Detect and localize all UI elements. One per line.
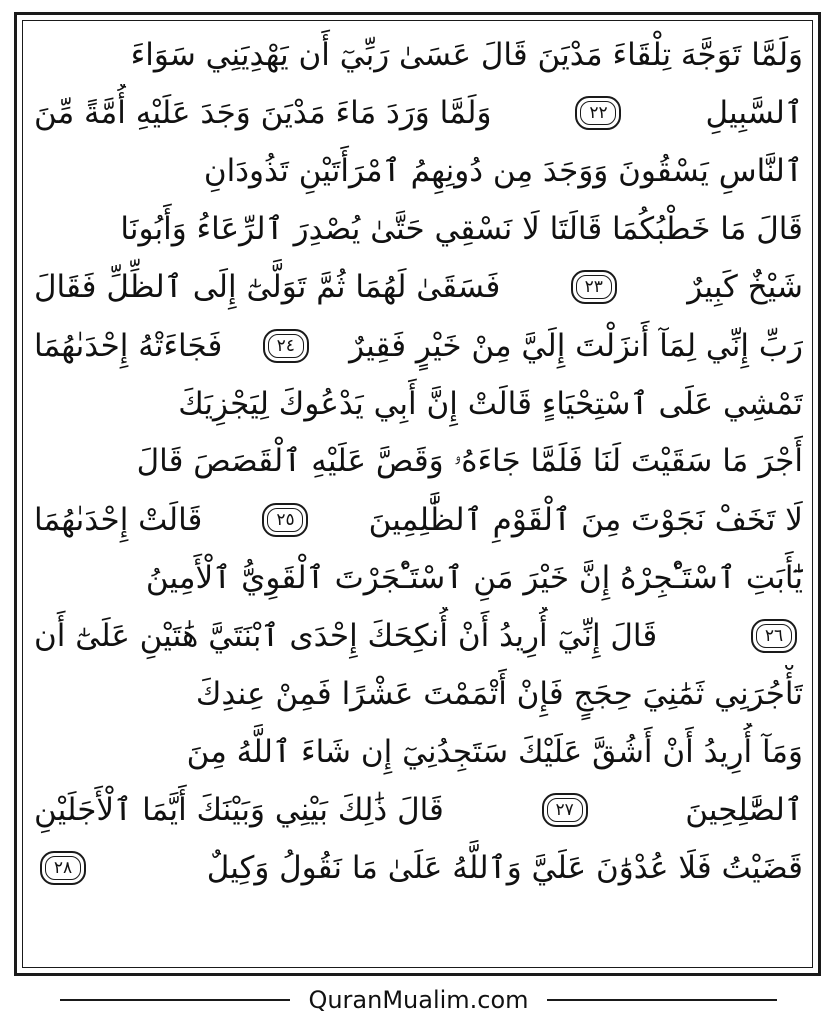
verse-line [34,84,803,142]
verse-text: قَالَ إِنِّيٓ أُرِيدُ أَنْ أُنكِحَكَ إِحْدَى ٱبْنَتَيَّ هَٰتَيْنِ عَلَىٰٓ أَن [34,617,658,654]
verse-text: تَأْجُرَنِي ثَمَٰنِيَ حِجَجٍ فَإِنْ أَتْمَمْتَ عَشْرًا فَمِنْ عِندِكَ [195,676,803,713]
verse-text: رَبِّ إِنِّي لِمَآ أَنزَلْتَ إِلَيَّ مِنْ خَيْرٍ فَقِيرٌ [349,327,803,364]
verse-line [34,375,803,433]
ayah-number-marker: ٢٨ [40,851,86,885]
ayah-number-marker: ٢٧ [542,793,588,827]
verse-line [34,665,803,723]
verse-text: ٱلسَّبِيلِ [705,95,803,132]
ayah-number-marker: ٢٢ [575,96,621,130]
verse-line [34,839,803,897]
verse-text: وَلَمَّا تَوَجَّهَ تِلْقَاءَ مَدْيَنَ قَالَ عَسَىٰ رَبِّيٓ أَن يَهْدِيَنِي سَوَاءَ [130,37,803,74]
verse-text: وَمَآ أُرِيدُ أَنْ أَشُقَّ عَلَيْكَ سَتَجِدُنِيٓ إِن شَاءَ ٱللَّهُ مِنَ [186,734,803,771]
verse-line [34,723,803,781]
verse-text: ٱلصَّٰلِحِينَ [685,792,803,829]
verse-text: فَسَقَىٰ لَهُمَا ثُمَّ تَوَلَّىٰٓ إِلَى ٱلظِّلِّ فَقَالَ [34,269,501,306]
ayah-number-marker: ٢٥ [262,503,308,537]
verse-text: أَجْرَ مَا سَقَيْتَ لَنَا فَلَمَّا جَاءَهُۥ وَقَصَّ عَلَيْهِ ٱلْقَصَصَ قَالَ [136,443,803,480]
ayah-number-marker: ٢٤ [263,329,309,363]
verse-line [34,607,803,665]
verse-text: قَضَيْتُ فَلَا عُدْوَٰنَ عَلَيَّ وَٱللَّهُ عَلَىٰ مَا نَقُولُ وَكِيلٌ [206,850,803,887]
verse-text: يَٰٓأَبَتِ ٱسْتَـْٔجِرْهُ إِنَّ خَيْرَ مَنِ ٱسْتَـْٔجَرْتَ ٱلْقَوِيُّ ٱلْأَمِينُ [145,559,803,596]
quran-text-block [34,26,803,956]
verse-text: لَا تَخَفْ نَجَوْتَ مِنَ ٱلْقَوْمِ ٱلظَّٰلِمِينَ [368,501,803,538]
verse-line [34,549,803,607]
footer-site-label[interactable]: QuranMualim.com [308,986,529,1014]
ayah-number-marker: ٢٣ [571,270,617,304]
verse-text: تَمْشِي عَلَى ٱسْتِحْيَاءٍ قَالَتْ إِنَّ أَبِي يَدْعُوكَ لِيَجْزِيَكَ [178,385,803,422]
verse-line [34,142,803,200]
verse-line [34,433,803,491]
verse-line [34,258,803,316]
footer [0,982,837,1018]
verse-line [34,316,803,374]
verse-line [34,781,803,839]
verse-line [34,26,803,84]
verse-text: ٱلنَّاسِ يَسْقُونَ وَوَجَدَ مِن دُونِهِمُ ٱمْرَأَتَيْنِ تَذُودَانِ [203,153,803,190]
verse-text: فَجَاءَتْهُ إِحْدَىٰهُمَا [34,327,223,364]
verse-text: قَالَ مَا خَطْبُكُمَا قَالَتَا لَا نَسْقِي حَتَّىٰ يُصْدِرَ ٱلرِّعَاءُ وَأَبُونَا [120,211,803,248]
verse-line [34,200,803,258]
verse-text: قَالَ ذَٰلِكَ بَيْنِي وَبَيْنَكَ أَيَّمَا ٱلْأَجَلَيْنِ [34,792,444,829]
verse-text: وَلَمَّا وَرَدَ مَاءَ مَدْيَنَ وَجَدَ عَلَيْهِ أُمَّةً مِّنَ [34,95,492,132]
verse-line [34,491,803,549]
ayah-number-marker: ٢٦ [751,619,797,653]
footer-rule-left [60,999,290,1001]
footer-rule-right [547,999,777,1001]
verse-text: شَيْخٌ كَبِيرٌ [687,269,803,306]
verse-text: قَالَتْ إِحْدَىٰهُمَا [34,501,203,538]
